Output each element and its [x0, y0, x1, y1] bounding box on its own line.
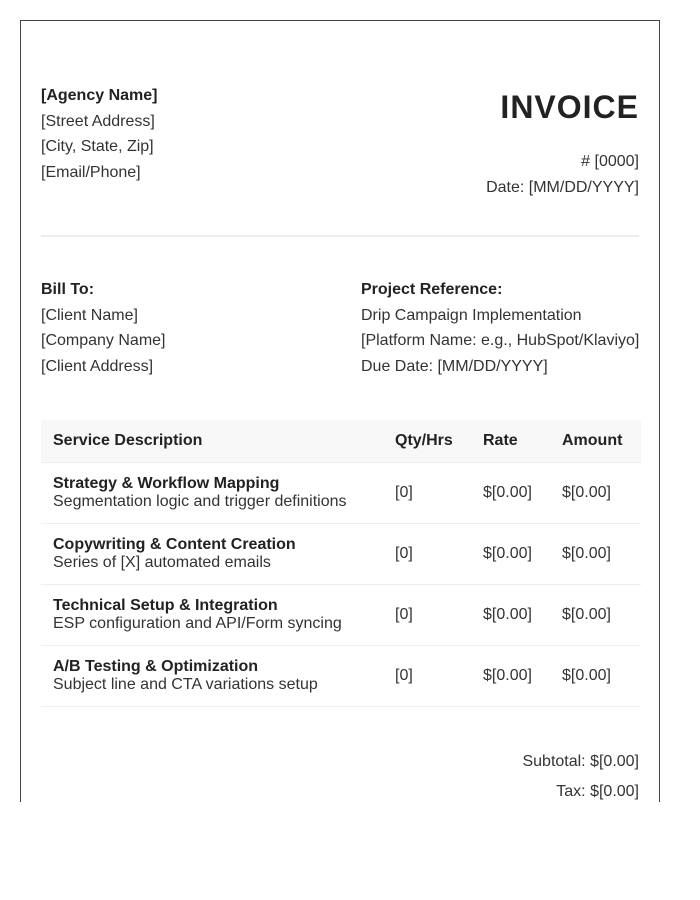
service-description-cell — [41, 585, 383, 646]
header-service-description: Service Description — [41, 420, 383, 463]
agency-city: [City, State, Zip] — [41, 138, 154, 156]
service-name: Strategy & Workflow Mapping — [53, 475, 280, 492]
service-name: A/B Testing & Optimization — [53, 658, 259, 675]
qty-cell: [0] — [383, 646, 471, 707]
rate-cell: $[0.00] — [471, 585, 550, 646]
header-qty-hrs: Qty/Hrs — [383, 420, 471, 463]
table-header-row — [41, 420, 641, 463]
amount-cell: $[0.00] — [550, 585, 641, 646]
table-row — [41, 524, 641, 585]
service-description-cell — [41, 524, 383, 585]
project-name: Drip Campaign Implementation — [361, 306, 582, 324]
header-divider — [41, 235, 639, 237]
service-detail: Segmentation logic and trigger definitions — [53, 493, 347, 510]
rate-cell: $[0.00] — [471, 646, 550, 707]
service-detail: ESP configuration and API/Form syncing — [53, 615, 342, 632]
amount-cell: $[0.00] — [550, 463, 641, 524]
agency-contact: [Email/Phone] — [41, 163, 141, 181]
bill-to-heading: Bill To: — [41, 281, 95, 298]
service-detail: Subject line and CTA variations setup — [53, 676, 318, 693]
bill-to-block — [41, 277, 166, 379]
subtotal: Subtotal: $[0.00] — [522, 753, 639, 770]
invoice-meta — [486, 149, 639, 200]
service-name: Technical Setup & Integration — [53, 597, 278, 614]
company-name: [Company Name] — [41, 332, 166, 350]
project-heading: Project Reference: — [361, 281, 503, 298]
totals-block — [522, 747, 639, 802]
table-row — [41, 585, 641, 646]
table-row — [41, 646, 641, 707]
qty-cell: [0] — [383, 585, 471, 646]
invoice-page — [20, 20, 660, 802]
amount-cell: $[0.00] — [550, 524, 641, 585]
header-amount: Amount — [550, 420, 641, 463]
qty-cell: [0] — [383, 524, 471, 585]
service-detail: Series of [X] automated emails — [53, 554, 271, 571]
agency-name: [Agency Name] — [41, 87, 158, 104]
table-row — [41, 463, 641, 524]
client-name: [Client Name] — [41, 306, 138, 324]
tax: Tax: $[0.00] — [556, 783, 639, 800]
rate-cell: $[0.00] — [471, 463, 550, 524]
agency-street: [Street Address] — [41, 112, 155, 130]
service-description-cell — [41, 463, 383, 524]
amount-cell: $[0.00] — [550, 646, 641, 707]
invoice-title: INVOICE — [500, 89, 639, 125]
qty-cell: [0] — [383, 463, 471, 524]
services-table — [41, 420, 641, 707]
service-name: Copywriting & Content Creation — [53, 536, 296, 553]
project-platform: [Platform Name: e.g., HubSpot/Klaviyo] — [361, 332, 640, 350]
invoice-date: Date: [MM/DD/YYYY] — [486, 178, 639, 196]
service-description-cell — [41, 646, 383, 707]
project-due-date: Due Date: [MM/DD/YYYY] — [361, 357, 548, 375]
header-rate: Rate — [471, 420, 550, 463]
agency-block — [41, 83, 157, 185]
client-address: [Client Address] — [41, 357, 154, 375]
invoice-number: # [0000] — [581, 153, 639, 170]
project-reference-block — [361, 277, 639, 379]
rate-cell: $[0.00] — [471, 524, 550, 585]
